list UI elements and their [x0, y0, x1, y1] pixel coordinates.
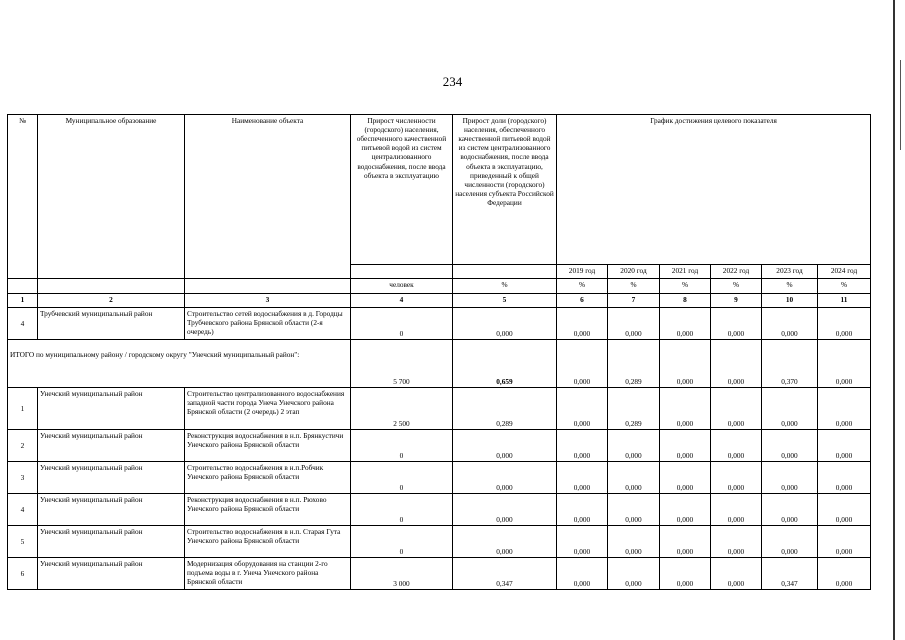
- row-year-value: 0,000: [557, 388, 608, 430]
- row-year-value: 0,000: [660, 558, 711, 590]
- column-number: 6: [557, 294, 608, 308]
- column-number: 4: [351, 294, 453, 308]
- row-object: Модернизация оборудования на станции 2-го подъема воды в г. Унеча Унечского района Брянской области: [185, 558, 351, 590]
- row-population: 0: [351, 462, 453, 494]
- header-object-name: Наименование объекта: [185, 115, 351, 279]
- column-number: 1: [8, 294, 38, 308]
- header-row: [8, 115, 871, 265]
- unit-percent: %: [608, 279, 660, 294]
- row-year-value: 0,000: [762, 526, 818, 558]
- row-year-value: 0,000: [660, 462, 711, 494]
- row-share: 0,000: [453, 308, 557, 340]
- unit-percent: %: [557, 279, 608, 294]
- row-year-value: 0,000: [557, 462, 608, 494]
- row-year-value: 0,000: [557, 308, 608, 340]
- row-year-value: 0,000: [818, 430, 871, 462]
- row-object: Реконструкция водоснабжения в н.п. Брянкустичи Унечского района Брянской области: [185, 430, 351, 462]
- row-municipality: Унечский муниципальный район: [38, 388, 185, 430]
- row-year-value: 0,000: [762, 462, 818, 494]
- header-population-growth: Прирост численности (городского) населения, обеспеченного качественной питьевой водой из систем централизованного водоснабжения, после ввода объекта в эксплуатацию: [351, 115, 453, 265]
- column-number: 9: [711, 294, 762, 308]
- row-year-value: 0,000: [711, 462, 762, 494]
- total-year-value: 0,000: [660, 340, 711, 388]
- column-number: 3: [185, 294, 351, 308]
- row-municipality: Унечский муниципальный район: [38, 430, 185, 462]
- row-year-value: 0,000: [557, 430, 608, 462]
- table-row: [8, 388, 871, 430]
- row-year-value: 0,000: [660, 526, 711, 558]
- row-num: 6: [8, 558, 38, 590]
- row-municipality: Унечский муниципальный район: [38, 558, 185, 590]
- table-row: [8, 462, 871, 494]
- table-row: [8, 526, 871, 558]
- row-year-value: 0,000: [818, 494, 871, 526]
- unit-percent: %: [711, 279, 762, 294]
- row-object: Строительство сетей водоснабжения в д. Городцы Трубчевского района Брянской области (2-я очередь): [185, 308, 351, 340]
- row-year-value: 0,000: [818, 308, 871, 340]
- total-population: 5 700: [351, 340, 453, 388]
- row-year-value: 0,000: [608, 430, 660, 462]
- row-share: 0,000: [453, 494, 557, 526]
- total-share: 0,659: [453, 340, 557, 388]
- total-year-value: 0,000: [557, 340, 608, 388]
- table-row: [8, 430, 871, 462]
- table-row: [8, 494, 871, 526]
- row-year-value: 0,000: [762, 430, 818, 462]
- table-row: [8, 308, 871, 340]
- row-num: 5: [8, 526, 38, 558]
- column-number: 2: [38, 294, 185, 308]
- page-number: 234: [442, 74, 463, 89]
- unit-percent: %: [453, 279, 557, 294]
- row-year-value: 0,000: [660, 388, 711, 430]
- row-object: Строительство водоснабжения в н.п.Робчик Унечского района Брянской области: [185, 462, 351, 494]
- row-year-value: 0,000: [762, 388, 818, 430]
- row-year-value: 0,000: [608, 494, 660, 526]
- column-number: 7: [608, 294, 660, 308]
- row-share: 0,347: [453, 558, 557, 590]
- header-schedule: График достижения целевого показателя: [557, 115, 871, 265]
- row-year-value: 0,000: [818, 462, 871, 494]
- row-share: 0,000: [453, 462, 557, 494]
- row-population: 0: [351, 308, 453, 340]
- row-year-value: 0,289: [608, 388, 660, 430]
- row-num: 3: [8, 462, 38, 494]
- total-label: ИТОГО по муниципальному району / городскому округу "Унечский муниципальный район":: [8, 340, 351, 388]
- column-numbers-row: [8, 294, 871, 308]
- row-object: Строительство водоснабжения в н.п. Старая Гута Унечского района Брянской области: [185, 526, 351, 558]
- row-year-value: 0,000: [557, 494, 608, 526]
- row-year-value: 0,000: [818, 558, 871, 590]
- row-share: 0,000: [453, 526, 557, 558]
- column-number: 10: [762, 294, 818, 308]
- row-share: 0,289: [453, 388, 557, 430]
- row-year-value: 0,000: [818, 388, 871, 430]
- units-row: [8, 279, 871, 294]
- row-year-value: 0,000: [660, 308, 711, 340]
- header-empty-share: [453, 265, 557, 279]
- row-year-value: 0,000: [818, 526, 871, 558]
- row-num: 1: [8, 388, 38, 430]
- row-share: 0,000: [453, 430, 557, 462]
- row-num: 4: [8, 308, 38, 340]
- row-population: 0: [351, 526, 453, 558]
- row-object: Строительство централизованного водоснабжения западной части города Унеча Унечского района Брянской области (2 очередь) 2 этап: [185, 388, 351, 430]
- header-empty-pop: [351, 265, 453, 279]
- row-year-value: 0,000: [660, 494, 711, 526]
- header-year: 2023 год: [762, 265, 818, 279]
- total-year-value: 0,000: [818, 340, 871, 388]
- header-year: 2022 год: [711, 265, 762, 279]
- row-year-value: 0,000: [557, 526, 608, 558]
- header-year: 2020 год: [608, 265, 660, 279]
- unit-percent: %: [660, 279, 711, 294]
- row-year-value: 0,000: [711, 494, 762, 526]
- row-population: 0: [351, 430, 453, 462]
- column-number: 5: [453, 294, 557, 308]
- unit-percent: %: [762, 279, 818, 294]
- header-year: 2019 год: [557, 265, 608, 279]
- total-year-value: 0,289: [608, 340, 660, 388]
- row-municipality: Унечский муниципальный район: [38, 494, 185, 526]
- row-year-value: 0,347: [762, 558, 818, 590]
- unit-percent: %: [818, 279, 871, 294]
- row-year-value: 0,000: [711, 558, 762, 590]
- total-year-value: 0,000: [711, 340, 762, 388]
- total-row: [8, 340, 871, 388]
- row-population: 2 500: [351, 388, 453, 430]
- row-year-value: 0,000: [711, 388, 762, 430]
- header-municipality: Муниципальное образование: [38, 115, 185, 279]
- row-year-value: 0,000: [762, 308, 818, 340]
- column-number: 8: [660, 294, 711, 308]
- row-year-value: 0,000: [608, 308, 660, 340]
- row-municipality: Трубчевский муниципальный район: [38, 308, 185, 340]
- header-num: №: [8, 115, 38, 279]
- table-row: [8, 558, 871, 590]
- row-object: Реконструкция водоснабжения в н.п. Рюхово Унечского района Брянской области: [185, 494, 351, 526]
- page-edge: [893, 0, 895, 640]
- header-share-growth: Прирост доли (городского) населения, обеспеченного качественной питьевой водой из систем централизованного водоснабжения, после ввода объекта в эксплуатацию, приведенный к общей численности (городского) населения субъекта Российской Федерации: [453, 115, 557, 265]
- row-year-value: 0,000: [711, 308, 762, 340]
- row-year-value: 0,000: [608, 526, 660, 558]
- target-indicator-table: [7, 114, 871, 590]
- row-year-value: 0,000: [660, 430, 711, 462]
- row-municipality: Унечский муниципальный район: [38, 526, 185, 558]
- row-population: 0: [351, 494, 453, 526]
- row-num: 2: [8, 430, 38, 462]
- row-year-value: 0,000: [711, 430, 762, 462]
- header-year: 2021 год: [660, 265, 711, 279]
- row-municipality: Унечский муниципальный район: [38, 462, 185, 494]
- row-year-value: 0,000: [711, 526, 762, 558]
- header-year: 2024 год: [818, 265, 871, 279]
- row-num: 4: [8, 494, 38, 526]
- row-year-value: 0,000: [762, 494, 818, 526]
- total-year-value: 0,370: [762, 340, 818, 388]
- row-population: 3 000: [351, 558, 453, 590]
- unit-people: человек: [351, 279, 453, 294]
- row-year-value: 0,000: [608, 462, 660, 494]
- row-year-value: 0,000: [557, 558, 608, 590]
- column-number: 11: [818, 294, 871, 308]
- row-year-value: 0,000: [608, 558, 660, 590]
